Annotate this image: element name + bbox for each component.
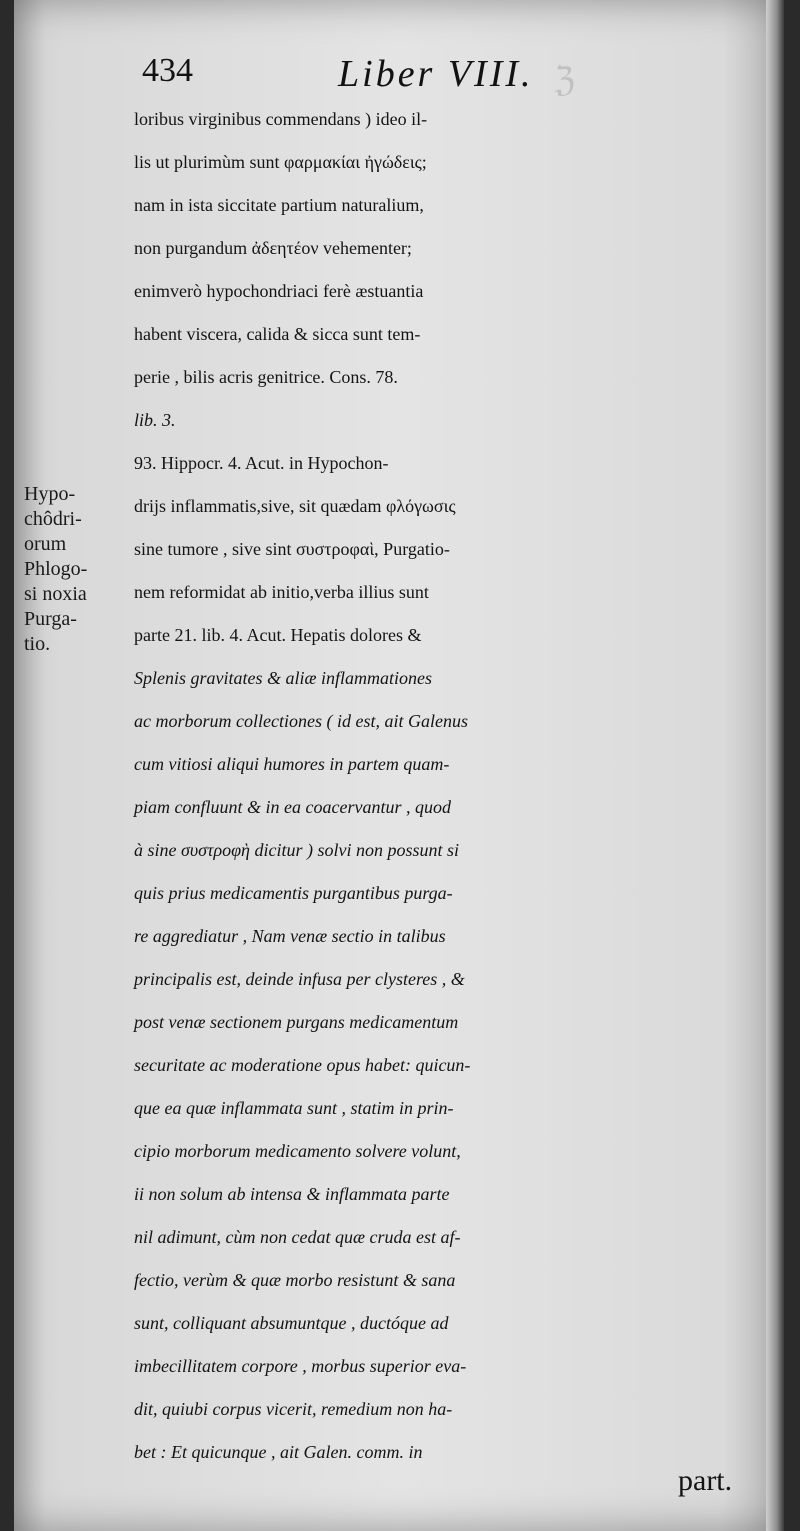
- margin-note-line: tio.: [24, 633, 51, 655]
- text-line: enimverò hypochondriaci ferè æstuantia: [134, 281, 424, 301]
- text-line: imbecillitatem corpore , morbus superior eva-: [134, 1356, 467, 1376]
- margin-note: [24, 482, 134, 657]
- text-line: 93. Hippocr. 4. Acut. in Hypochon-: [134, 453, 389, 473]
- show-through-text: ℨ: [554, 62, 575, 99]
- text-line: re aggrediatur , Nam venæ sectio in talibus: [134, 926, 446, 946]
- page-edge: [766, 0, 784, 1531]
- text-line: dit, quiubi corpus vicerit, remedium non ha-: [134, 1399, 453, 1419]
- margin-note-line: si noxia: [24, 583, 87, 605]
- text-line: sine tumore , sive sint συστροφαὶ, Purgatio-: [134, 539, 450, 559]
- text-line: cum vitiosi aliqui humores in partem quam-: [134, 754, 450, 774]
- text-line: quis prius medicamentis purgantibus purga-: [134, 883, 453, 903]
- text-line: ac morborum collectiones ( id est, ait Galenus: [134, 711, 468, 731]
- page-number: 434: [142, 52, 193, 89]
- text-line: securitate ac moderatione opus habet: quicun-: [134, 1055, 471, 1075]
- text-line: nil adimunt, cùm non cedat quæ cruda est af-: [134, 1227, 461, 1247]
- text-line: perie , bilis acris genitrice. Cons. 78.: [134, 367, 398, 387]
- text-line: que ea quæ inflammata sunt , statim in prin-: [134, 1098, 454, 1118]
- book-page: [14, 0, 784, 1531]
- page-header: [142, 52, 702, 102]
- text-line: loribus virginibus commendans ) ideo il-: [134, 109, 428, 129]
- text-line: lib. 3.: [134, 410, 176, 430]
- text-line: sunt, colliquant absumuntque , ductóque ad: [134, 1313, 449, 1333]
- text-line: fectio, verùm & quæ morbo resistunt & sana: [134, 1270, 456, 1290]
- text-line: principalis est, deinde infusa per clysteres , &: [134, 969, 465, 989]
- text-line: post venæ sectionem purgans medicamentum: [134, 1012, 459, 1032]
- text-line: habent viscera, calida & sicca sunt tem-: [134, 324, 421, 344]
- text-line: nem reformidat ab initio,verba illius sunt: [134, 582, 429, 602]
- catchword: part.: [678, 1464, 733, 1497]
- text-line: nam in ista siccitate partium naturalium,: [134, 195, 424, 215]
- running-head: Liber VIII.: [338, 53, 534, 95]
- text-line: cipio morborum medicamento solvere volunt,: [134, 1141, 461, 1161]
- text-line: piam confluunt & in ea coacervantur , quod: [134, 797, 451, 817]
- margin-note-line: chôdri-: [24, 508, 82, 530]
- margin-note-line: Purga-: [24, 608, 77, 630]
- margin-note-line: Phlogo-: [24, 558, 88, 580]
- text-line: lis ut plurimùm sunt φαρμακίαι ἠγώδεις;: [134, 152, 427, 172]
- text-line: parte 21. lib. 4. Acut. Hepatis dolores &: [134, 625, 422, 645]
- text-line: ii non solum ab intensa & inflammata parte: [134, 1184, 450, 1204]
- margin-note-line: Hypo-: [24, 483, 76, 505]
- body-text: [134, 98, 764, 1474]
- text-line: drijs inflammatis,sive, sit quædam φλόγωσις: [134, 496, 456, 516]
- text-line: Splenis gravitates & aliæ inflammationes: [134, 668, 432, 688]
- text-line: à sine συστροφὴ dicitur ) solvi non possunt si: [134, 840, 459, 860]
- text-line: non purgandum ἀδεητέον vehementer;: [134, 238, 412, 258]
- text-line: bet : Et quicunque , ait Galen. comm. in: [134, 1442, 423, 1462]
- margin-note-line: orum: [24, 533, 67, 555]
